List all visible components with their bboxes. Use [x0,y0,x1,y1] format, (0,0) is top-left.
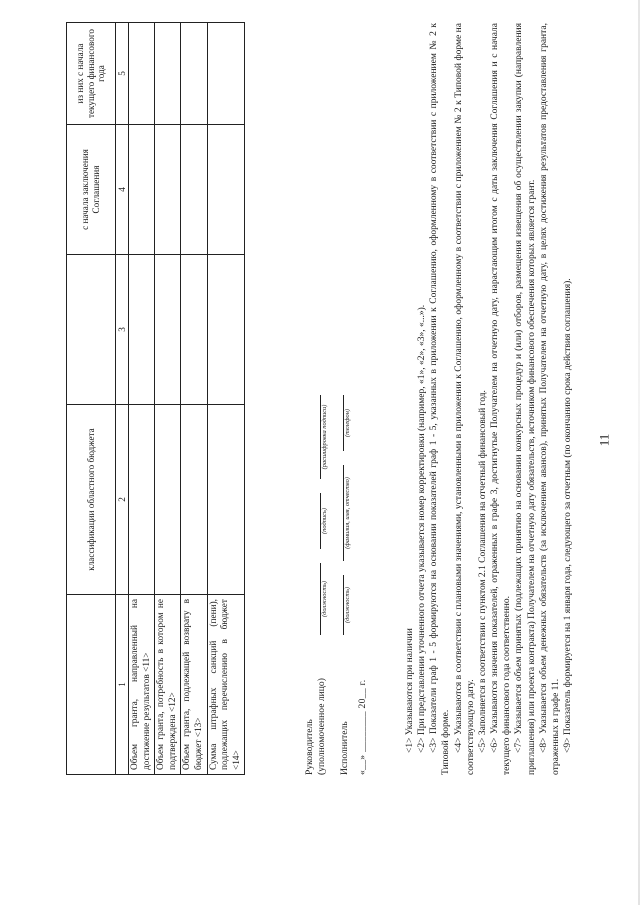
table-cell [155,405,181,595]
signature-line [333,465,344,561]
head-sub-label: (уполномоченное лицо) [316,678,328,775]
table-header-cell [67,595,116,775]
field-caption: (должность) [321,581,329,617]
row-label: Объем гранта, потребность в котором не подтверждена <12> [155,595,181,775]
table-cell [129,125,155,255]
footnote: <7> Указывается объем принятых (подлежащих принятию на основании конкурсных процедур и (или) отборов, размещения извещения об осуществлении закупки (направления приглашения) или проекта контракта) Получателем на отчетную дату обязательств, источником финансового обеспечения которых является грант. [514,23,537,775]
footnote: <3> Показатели граф 1 - 5 формируются на основании показателей граф 1 - 5, указанных в приложении к Соглашению, оформленному в соответствии с приложением № 2 к Типовой форме. [429,23,452,775]
footnote: <4> Указываются в соответствии с плановыми значениями, установленными в приложении к Соглашению, оформленному в соответствии с приложением № 2 к Типовой форме на соответствующую дату. [453,23,476,775]
footnote: <6> Указываются значения показателей, отраженных в графе 3, достигнутые Получателем на отчетную дату, нарастающим итогом с даты заключения Соглашения и с начала текущего финансового года соответственно. [490,23,513,775]
table-cell [181,23,207,125]
executor-phone-field [333,395,351,451]
date-line: «__» ________ 20__ г. [356,679,368,775]
table-cell [155,255,181,405]
column-number: 1 [116,595,129,775]
table-header-cell: с начала заключения Соглашения [67,125,116,255]
table-header-cell [67,255,116,405]
table-cell [129,255,155,405]
footnote: <9> Показатель формируется на 1 января года, следующего за отчетным (по окончанию срока действия соглашения). [563,278,574,753]
table-cell [207,125,245,255]
executor-signature-row [333,355,351,775]
table-cell [129,405,155,595]
field-caption: (подпись) [321,508,329,534]
column-number: 4 [116,125,129,255]
row-label: Сумма штрафных санкций (пени), подлежащих перечислению в бюджет <14> [207,595,245,775]
row-label: Объем гранта, подлежащей возврату в бюджет <13> [181,595,207,775]
signature-line [310,493,321,549]
signature-line [333,575,344,635]
column-number: 5 [116,23,129,125]
executor-name-field [333,465,351,561]
signature-line [310,395,321,479]
footnotes [404,23,574,775]
table-header-row [67,23,116,775]
field-caption: (телефон) [343,409,351,437]
column-number: 2 [116,405,129,595]
column-number: 3 [116,255,129,405]
head-label: Руководитель [304,719,315,775]
table-cell [207,255,245,405]
table-cell [181,255,207,405]
executor-position-field [333,575,351,635]
table-header-cell: из них с начала текущего финансового года [67,23,116,125]
footnote: <1> Указываются при наличии [405,628,415,753]
table-header-cell: классификации областного бюджета [67,405,116,595]
executor-label: Исполнитель [338,721,350,775]
signature-block [304,355,369,775]
table-row [155,23,181,775]
signature-line [333,395,344,451]
field-caption: (фамилия, имя, отчество) [343,477,351,549]
column-number-row [116,23,129,775]
head-position-field [310,563,328,635]
head-signature-row [304,355,329,775]
footnote: <2> При представлении уточненного отчета указывается номер корректировки (например, «1», «2», «3», «...»). [417,304,428,753]
page-number: 11 [596,433,612,447]
table-cell [181,125,207,255]
row-label: Объем гранта, направленный на достижение результатов <11> [129,595,155,775]
head-label-group [304,635,329,775]
signature-line [310,563,321,635]
table-cell [207,405,245,595]
table-row [129,23,155,775]
head-signature-field [310,493,328,549]
table-row [207,23,245,775]
footnote: <8> Указывается объем денежных обязательств (за исключением авансов), принятых Получателем на отчетную дату, в целях достижения результатов предоставления гранта, отраженных в графе 11. [538,23,561,775]
head-decoding-field [310,395,328,479]
table-cell [155,23,181,125]
table-row [181,23,207,775]
table-cell [207,23,245,125]
table-cell [181,405,207,595]
table-cell [155,125,181,255]
field-caption: (расшифровка подписи) [321,404,329,470]
footnote: <5> Заполняется в соответствии с пунктом 2.1 Соглашения на отчетный финансовый год. [477,390,488,753]
rotated-document-body [36,20,596,885]
field-caption: (должность) [343,587,351,623]
table-cell [129,23,155,125]
report-table [66,22,245,775]
